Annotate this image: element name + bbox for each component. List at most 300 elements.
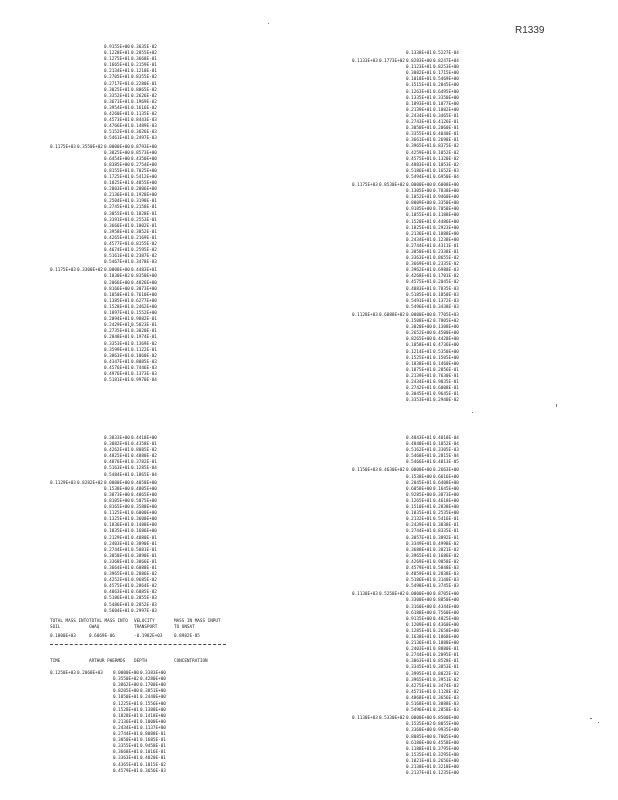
position-value: 0.9135E+00: [406, 616, 432, 622]
position-value: 0.4573E+01: [406, 689, 432, 695]
concentration-value: 0.5416E-01: [433, 517, 459, 523]
concentration-value: 0.3890E-01: [131, 541, 157, 547]
concentration-value: 0.1969E-02: [131, 99, 157, 105]
concentration-value: 0.1188E+00: [433, 213, 459, 219]
position-value: 0.1525E+01: [406, 355, 432, 361]
position-value: 0.3862E+00: [113, 683, 139, 689]
position-value: 0.8205E+00: [113, 689, 139, 695]
concentration-value: 0.3890E-01: [131, 553, 157, 559]
concentration-value: 0.1210E-01: [131, 69, 157, 75]
position-value: 0.8265E+00: [406, 337, 432, 343]
concentration-value: 0.3383E+00: [140, 671, 166, 677]
position-value: 0.3063E+01: [406, 659, 432, 665]
time-cell: [77, 609, 104, 615]
concentration-value: 0.7610E+00: [131, 292, 157, 298]
concentration-value: 0.4360E+00: [433, 622, 459, 628]
position-value: 0.4579E+01: [406, 565, 432, 571]
position-value: 0.1214E+01: [406, 349, 432, 355]
concentration-value: 0.3951E-02: [433, 677, 459, 683]
position-value: 0.2745E+01: [104, 205, 130, 211]
position-value: 0.4859E+01: [406, 572, 432, 578]
time-cell: 0.8282E+02: [77, 480, 103, 486]
position-value: 0.5498E+01: [406, 584, 432, 590]
data-group: [352, 59, 459, 181]
time-cell: [379, 771, 406, 777]
concentration-value: 0.8155E-02: [131, 242, 157, 247]
position-value: 0.3668E+01: [113, 750, 139, 756]
position-value: 0.3345E+01: [406, 665, 432, 671]
concentration-value: 0.1372E-03: [433, 298, 459, 304]
concentration-value: 0.1488E+00: [131, 523, 157, 529]
position-value: 0.1325E+01: [104, 517, 130, 523]
position-value: 0.8166E+00: [104, 286, 130, 292]
position-value: 0.1893E+01: [406, 101, 432, 107]
concentration-value: 0.4058E+00: [131, 480, 157, 486]
concentration-value: 0.2553E-01: [131, 217, 157, 223]
concentration-value: 0.4018E-04: [433, 436, 459, 441]
position-value: 0.4575E+01: [406, 280, 432, 286]
concentration-value: 0.3088E-03: [433, 702, 459, 708]
concentration-value: 0.2060E-01: [433, 126, 459, 132]
position-value: 0.2744E+01: [406, 653, 432, 659]
position-value: 0.1055E+01: [406, 213, 432, 219]
position-value: 0.3958E+01: [104, 229, 130, 235]
position-value: 0.3833E+00: [104, 436, 130, 441]
concentration-value: 0.5350E+00: [433, 349, 459, 355]
concentration-value: 0.1685E-01: [140, 738, 166, 744]
concentration-value: 0.4350E+00: [131, 156, 157, 162]
position-value: 0.1285E+01: [406, 628, 432, 634]
concentration-value: 0.8055E+00: [433, 722, 459, 728]
concentration-value: 0.6885E-02: [131, 590, 157, 596]
concentration-value: 0.1868E+00: [433, 635, 459, 640]
concentration-value: 0.1053E-02: [433, 162, 459, 168]
position-value: 0.2744E+01: [104, 547, 130, 553]
concentration-value: 0.3465E-01: [433, 113, 459, 119]
concentration-value: 0.8022E-02: [433, 671, 459, 677]
position-value: 0.3873E+00: [104, 492, 130, 498]
position-value: 0.3666E+01: [104, 223, 130, 229]
position-value: 0.1528E+01: [104, 304, 130, 310]
position-value: 0.8085E+00: [406, 734, 432, 740]
position-value: 0.1535E+01: [406, 752, 432, 758]
position-value: 0.5496E+01: [406, 304, 432, 310]
concentration-value: 0.7805E+02: [433, 319, 459, 325]
concentration-value: 0.1082E+00: [433, 107, 459, 113]
depth-cell: [50, 769, 77, 775]
depth-cell: 0.1175E+03: [352, 182, 378, 188]
concentration-value: 0.9882E-01: [131, 317, 157, 323]
time-cell: [77, 473, 104, 479]
time-cell: [379, 708, 406, 714]
concentration-value: 0.2852E-03: [131, 602, 157, 608]
depth-cell: [50, 260, 77, 266]
concentration-value: 0.4805E+00: [131, 486, 157, 492]
concentration-value: 0.5848E-03: [433, 565, 459, 571]
position-value: 0.5494E+01: [406, 174, 432, 180]
data-row: [50, 378, 157, 384]
concentration-value: 0.2158E-01: [131, 205, 157, 211]
concentration-value: 0.9835E-01: [433, 379, 459, 385]
concentration-value: 0.9645E-01: [433, 392, 459, 398]
position-value: 0.3050E+01: [406, 250, 432, 255]
position-value: 0.1123E+01: [406, 65, 432, 71]
concentration-value: 0.6008E-01: [433, 386, 459, 392]
time-cell: [77, 769, 113, 775]
concentration-value: 0.4311E-01: [433, 243, 459, 249]
concentration-value: 0.3851E+00: [140, 689, 166, 695]
position-value: 0.8165E+00: [104, 505, 130, 511]
scan-speck: [268, 23, 269, 24]
concentration-value: 0.4358E-01: [131, 442, 157, 448]
time-cell: 0.5250E+02: [379, 592, 405, 598]
position-value: 0.3368E+01: [104, 559, 130, 565]
position-value: 0.1665E+01: [104, 63, 130, 69]
position-value: 0.2744E+01: [406, 243, 432, 249]
position-value: 0.1275E+01: [104, 57, 130, 63]
concentration-value: 0.6616E+00: [433, 474, 459, 480]
position-value: 0.5163E+01: [104, 466, 130, 472]
concentration-value: 0.4880E-02: [131, 454, 157, 460]
data-group: [352, 592, 459, 714]
concentration-value: 0.1388E+00: [140, 707, 166, 713]
position-value: 0.1225E+01: [113, 701, 139, 707]
concentration-value: 0.7058E+00: [433, 207, 459, 213]
summary-header-cell: TOTAL MASS INTO SOIL: [50, 618, 89, 630]
position-value: 0.3391E+01: [104, 217, 130, 223]
concentration-value: 0.1552E+00: [131, 311, 157, 317]
position-value: 0.4674E+01: [104, 248, 130, 254]
concentration-value: 0.1016E-01: [140, 750, 166, 756]
position-value: 0.3355E+01: [406, 132, 432, 138]
concentration-value: 0.3745E-03: [433, 584, 459, 590]
position-value: 0.2129E+01: [104, 535, 130, 541]
position-value: 0.2742E+01: [406, 386, 432, 392]
table-header-cell: CONCENTRATION: [174, 659, 208, 664]
data-row: [352, 398, 459, 404]
position-value: 0.4766E+01: [104, 124, 130, 130]
position-value: 0.3863E+01: [104, 353, 130, 359]
concentration-value: 0.1828E-01: [131, 211, 157, 217]
concentration-value: 0.8500E+00: [433, 716, 459, 722]
position-value: 0.3050E+01: [406, 126, 432, 132]
concentration-value: 0.6088E-01: [131, 565, 157, 571]
position-value: 0.0000E+00: [406, 468, 432, 474]
depth-cell: [50, 609, 77, 615]
position-value: 0.2136E+01: [104, 193, 130, 199]
position-value: 0.1835E+01: [406, 511, 432, 517]
scan-speck: [130, 326, 131, 327]
time-cell: [379, 51, 406, 57]
position-value: 0.4843E+01: [406, 436, 432, 441]
concentration-value: 0.2658E+00: [433, 628, 459, 634]
time-cell: [379, 584, 406, 590]
concentration-value: 0.4280E+00: [140, 677, 166, 683]
concentration-value: 0.3892E-01: [433, 535, 459, 541]
concentration-value: 0.9935E+00: [433, 728, 459, 734]
position-value: 0.1338E+01: [406, 51, 432, 56]
position-value: 0.4265E+01: [104, 235, 130, 241]
concentration-value: 0.4820E-01: [140, 756, 166, 762]
concentration-value: 0.2855E-03: [131, 596, 157, 602]
concentration-value: 0.3873E+00: [131, 286, 157, 292]
concentration-value: 0.8865E-02: [131, 87, 157, 93]
position-value: 0.5466E+01: [406, 460, 432, 466]
position-value: 0.4883E+01: [406, 286, 432, 292]
concentration-value: 0.8655E-02: [433, 256, 459, 262]
concentration-value: 0.1002E-01: [131, 223, 157, 229]
position-value: 0.3058E+01: [104, 553, 130, 559]
position-value: 0.1875E+01: [406, 367, 432, 373]
concentration-value: 0.3198E-01: [131, 199, 157, 205]
position-value: 0.3550E+02: [113, 677, 139, 683]
depth-cell: [352, 51, 379, 57]
concentration-value: 0.1888E+00: [433, 231, 459, 237]
summary-header-cell: TOTAL MASS INTO GWAQ: [89, 618, 128, 630]
position-value: 0.3688E+01: [406, 547, 432, 553]
position-value: 0.0000E+00: [406, 716, 432, 722]
position-value: 0.2439E+01: [406, 523, 432, 529]
position-value: 0.1538E+00: [104, 486, 130, 492]
concentration-value: 0.1928E+00: [131, 193, 157, 199]
position-value: 0.3965E+01: [406, 144, 432, 150]
scan-speck: [472, 412, 473, 413]
concentration-value: 0.1616E-02: [131, 105, 157, 111]
depth-cell: [50, 378, 77, 384]
position-value: 0.5461E+01: [104, 136, 130, 142]
position-value: 0.3965E+01: [406, 677, 432, 683]
position-value: 0.3057E+01: [406, 535, 432, 541]
position-value: 0.2136E+01: [406, 231, 432, 237]
concentration-value: 0.3821E-02: [433, 547, 459, 553]
concentration-value: 0.3350E+00: [433, 201, 459, 207]
position-value: 0.3671E+01: [104, 99, 130, 105]
concentration-value: 0.1701E-02: [433, 274, 459, 280]
position-value: 0.2136E+01: [406, 641, 432, 647]
position-value: 0.5468E+01: [406, 454, 432, 460]
concentration-value: 0.3588E+00: [131, 505, 157, 511]
position-value: 0.6180E+00: [406, 740, 432, 746]
depth-cell: 0.1129E+03: [50, 480, 76, 486]
concentration-value: 0.1715E+00: [433, 71, 459, 77]
position-value: 0.5185E+01: [406, 292, 432, 298]
position-value: 0.2403E+01: [104, 541, 130, 547]
position-value: 0.9155E+00: [104, 45, 130, 50]
concentration-value: 0.1077E+00: [433, 101, 459, 107]
position-value: 0.1305E+00: [406, 189, 432, 195]
position-value: 0.0000E+00: [406, 312, 432, 318]
position-value: 0.1228E+01: [104, 51, 130, 57]
time-cell: [379, 460, 406, 466]
position-value: 0.4573E+01: [104, 118, 130, 124]
position-value: 0.1265E+01: [406, 498, 432, 504]
concentration-value: 0.1460E+00: [433, 361, 459, 367]
concentration-value: 0.1235E+00: [433, 771, 459, 777]
position-value: 0.5152E+01: [104, 130, 130, 136]
concentration-value: 0.4558E+00: [433, 740, 459, 746]
concentration-value: 0.8350E+00: [131, 274, 157, 280]
concentration-value: 0.1974E-01: [131, 335, 157, 341]
position-value: 0.5168E+01: [406, 702, 432, 708]
position-value: 0.1538E+00: [406, 474, 432, 480]
concentration-value: 0.6000E+00: [131, 511, 157, 517]
concentration-value: 0.3140E-03: [433, 578, 459, 584]
position-value: 0.5162E+01: [406, 448, 432, 454]
concentration-value: 0.9685E-02: [131, 578, 157, 584]
depth-cell: 0.1175E+03: [50, 144, 76, 150]
position-value: 0.0000E+00: [406, 592, 432, 598]
concentration-value: 0.1308E+00: [433, 325, 459, 331]
concentration-value: 0.8088E-01: [140, 732, 166, 738]
position-value: 0.3300E+00: [406, 598, 432, 604]
position-value: 0.1528E+01: [113, 707, 139, 713]
concentration-value: 0.4126E-01: [433, 120, 459, 126]
depth-cell: [352, 771, 379, 777]
table-header-cell: TIME: [50, 659, 61, 664]
concentration-value: 0.8528E-01: [433, 659, 459, 665]
position-value: 0.2848E+01: [104, 335, 130, 341]
concentration-value: 0.3600E+00: [131, 517, 157, 523]
position-value: 0.3363E+01: [406, 256, 432, 262]
concentration-value: 0.1489E-03: [131, 124, 157, 130]
concentration-value: 0.1238E+00: [433, 237, 459, 243]
data-row: [50, 609, 226, 615]
position-value: 0.3669E+01: [406, 262, 432, 268]
position-value: 0.0000E+00: [104, 480, 130, 486]
concentration-value: 0.1556E+00: [140, 701, 166, 707]
concentration-value: 0.1137E+00: [140, 725, 166, 731]
concentration-value: 0.2855E+02: [131, 51, 157, 57]
position-value: 0.4576E+01: [104, 365, 130, 371]
dashed-rule: [50, 644, 226, 645]
concentration-value: 0.3795E+00: [433, 746, 459, 752]
concentration-value: 0.2997E-03: [131, 608, 157, 614]
data-group: [50, 45, 157, 143]
data-row: [50, 473, 226, 479]
time-cell: 0.8530E+02: [379, 182, 405, 188]
position-value: 0.4868E+01: [406, 695, 432, 701]
concentration-value: 0.2815E-04: [433, 454, 459, 460]
concentration-value: 0.2095E-01: [433, 653, 459, 659]
depth-cell: [352, 460, 379, 466]
position-value: 0.1050E+01: [113, 695, 139, 701]
concentration-value: 0.2595E-02: [131, 248, 157, 254]
summary-header-cell: MASS IN MASS INPUT TO UNSAT: [174, 618, 221, 630]
data-group: [352, 183, 459, 311]
depth-cell: 0.1130E+03: [352, 592, 378, 598]
concentration-value: 0.2864E-02: [131, 584, 157, 590]
concentration-value: 0.5469E+00: [433, 77, 459, 83]
concentration-value: 0.1128E-02: [433, 689, 459, 695]
position-value: 0.3082E+01: [406, 71, 432, 77]
position-value: 0.2137E+01: [406, 771, 432, 777]
position-value: 0.4848E+01: [406, 442, 432, 448]
concentration-value: 0.7560E+00: [433, 610, 459, 616]
position-value: 0.2132E+01: [406, 517, 432, 523]
data-group: [352, 51, 459, 57]
table-header-cell: DEPTH: [134, 659, 147, 664]
concentration-value: 0.6950E-04: [433, 174, 459, 180]
concentration-value: 0.2280E-01: [131, 81, 157, 87]
time-cell: 0.5330E+02: [379, 716, 405, 722]
position-value: 0.3045E+01: [406, 392, 432, 398]
position-value: 0.2403E+01: [406, 647, 432, 653]
position-value: 0.3965E+01: [406, 553, 432, 559]
concentration-value: 0.2535E+00: [433, 511, 459, 517]
concentration-value: 0.8880E-01: [433, 647, 459, 653]
summary-header: [50, 619, 226, 631]
concentration-value: 0.3218E+00: [433, 764, 459, 770]
position-value: 0.5491E+01: [406, 298, 432, 304]
data-group: [50, 481, 226, 615]
concentration-value: 0.7446E-03: [131, 365, 157, 371]
position-value: 0.3355E+01: [113, 744, 139, 750]
summary-header-cell: VELOCITY TRANSPORT: [134, 618, 158, 630]
position-value: 0.2434E+01: [113, 725, 139, 731]
time-cell: [77, 378, 104, 384]
position-value: 0.1510E+01: [406, 505, 432, 511]
time-cell: 0.1773E+02: [379, 59, 405, 65]
printout-column-lower-left: [50, 436, 226, 775]
concentration-value: 0.2940E-02: [433, 398, 459, 404]
position-value: 0.2434E+01: [406, 379, 432, 385]
concentration-value: 0.8335E-01: [433, 529, 459, 535]
concentration-value: 0.3873E+00: [433, 492, 459, 498]
position-value: 0.2139E+01: [406, 107, 432, 113]
position-value: 0.1825E+01: [406, 225, 432, 231]
position-value: 0.1052E+01: [406, 195, 432, 201]
position-value: 0.1835E+01: [104, 529, 130, 535]
concentration-value: 0.7025E+00: [131, 168, 157, 174]
concentration-value: 0.1015E-02: [140, 762, 166, 768]
concentration-value: 0.2845E+00: [433, 83, 459, 89]
position-value: 0.4347E+01: [104, 359, 130, 365]
data-row: [352, 305, 459, 311]
summary-value-cell: 0.8982E-05: [174, 633, 200, 639]
concentration-value: 0.2626E-02: [131, 93, 157, 99]
position-value: 0.2434E+01: [406, 237, 432, 243]
position-value: 0.2735E+01: [104, 329, 130, 335]
position-value: 0.5186E+01: [406, 168, 432, 174]
concentration-value: 0.1135E-02: [131, 112, 157, 118]
concentration-value: 0.4486E+00: [433, 219, 459, 225]
depth-cell: [50, 136, 77, 142]
data-row: [50, 260, 157, 266]
concentration-value: 0.1122E-01: [131, 347, 157, 353]
concentration-value: 0.3782E-01: [131, 460, 157, 466]
position-value: 0.4575E+01: [104, 584, 130, 590]
time-cell: 0.3300E+02: [77, 268, 103, 274]
depth-cell: [50, 473, 77, 479]
printout-column-upper-left: [50, 45, 157, 386]
concentration-value: 0.3474E-02: [433, 683, 459, 689]
depth-cell: 0.1128E+03: [352, 312, 378, 318]
concentration-value: 0.2440E+00: [140, 695, 166, 701]
concentration-value: 0.2838E-03: [433, 572, 459, 578]
concentration-value: 0.8443E-03: [131, 118, 157, 124]
concentration-value: 0.4428E+00: [433, 337, 459, 343]
concentration-value: 0.6008E+00: [433, 182, 459, 188]
position-value: 0.4863E+01: [104, 590, 130, 596]
concentration-value: 0.8885E-02: [131, 448, 157, 454]
position-value: 0.3020E+00: [406, 325, 432, 331]
depth-cell: [352, 398, 379, 404]
position-value: 0.5181E+01: [104, 378, 130, 384]
data-row: [50, 769, 226, 775]
data-row: [352, 584, 459, 590]
concentration-value: 0.2838E+00: [433, 505, 459, 511]
summary-values: [50, 634, 226, 640]
